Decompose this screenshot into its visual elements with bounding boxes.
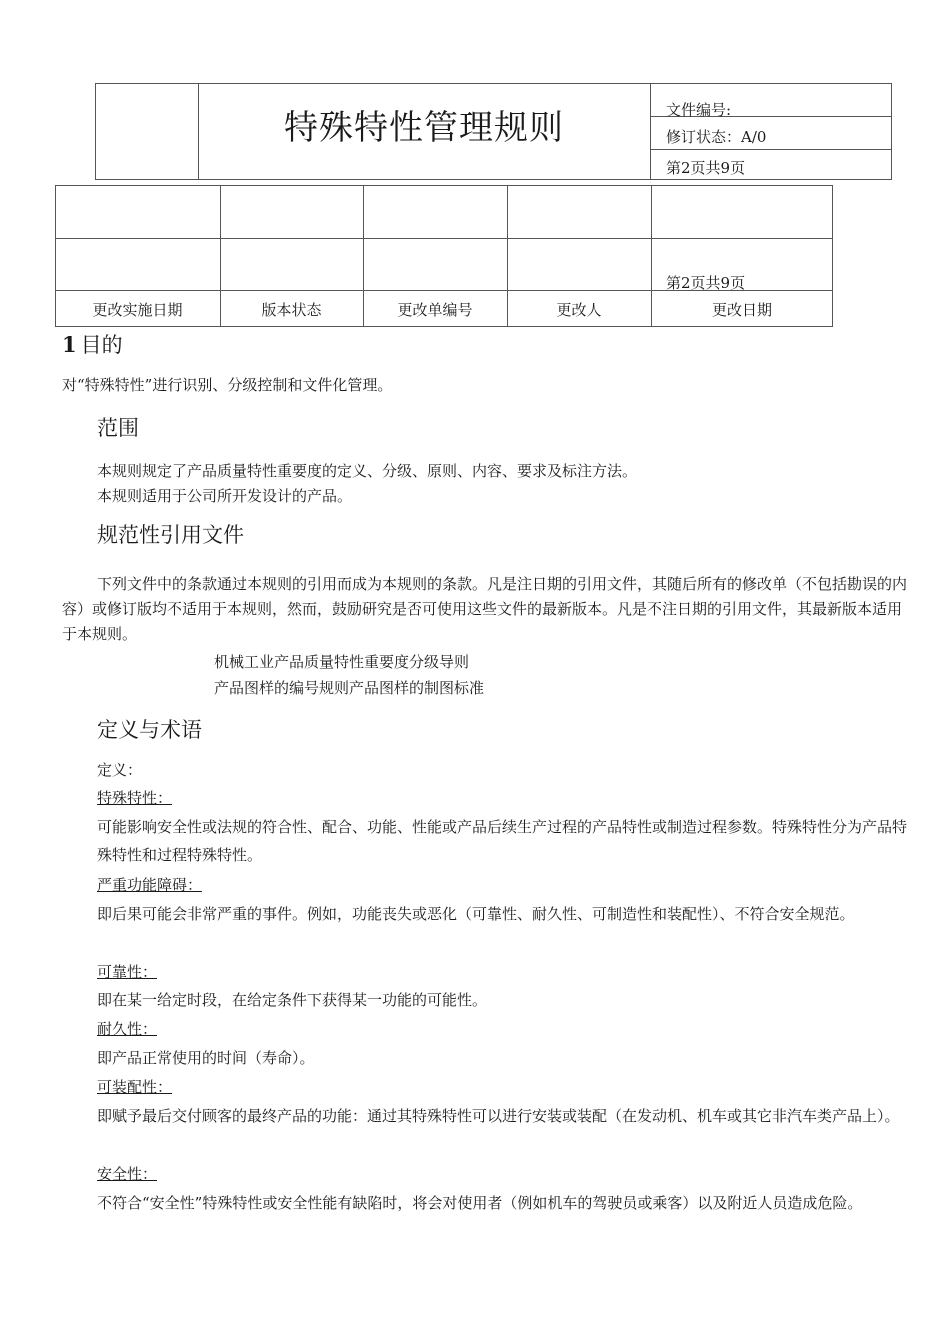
term-severe-malfunction: 严重功能障碍： <box>97 876 203 894</box>
column-header-changed-by: 更改人 <box>556 301 602 319</box>
column-header-change-order-no: 更改单编号 <box>397 301 473 319</box>
header-divider-right <box>650 83 651 180</box>
purpose-text: 对“特殊特性”进行识别、分级控制和文件化管理。 <box>62 376 393 394</box>
column-header-version-status: 版本状态 <box>261 301 322 319</box>
section-title: 目的 <box>80 333 123 357</box>
section-number: 1 <box>62 332 77 357</box>
section-references-heading: 规范性引用文件 <box>97 523 244 547</box>
term-safety: 安全性： <box>97 1165 158 1183</box>
term-assemblability-desc: 即赋予最后交付顾客的最终产品的功能：通过其特殊特性可以进行安装或装配（在发动机、机车或其它非汽车类产品上）。 <box>97 1107 900 1125</box>
scope-line-1: 本规则规定了产品质量特性重要度的定义、分级、原则、内容、要求及标注方法。 <box>97 462 638 480</box>
document-title: 特殊特性管理规则 <box>284 108 564 148</box>
term-durability-desc: 即产品正常使用的时间（寿命）。 <box>97 1049 315 1067</box>
term-reliability: 可靠性： <box>97 963 158 981</box>
term-assemblability: 可装配性： <box>97 1078 173 1096</box>
header-row-line-2 <box>650 149 892 150</box>
page-indicator: 第2页共9页 <box>666 159 746 177</box>
term-special-characteristic: 特殊特性： <box>97 789 173 807</box>
revision-table-page-indicator: 第2页共9页 <box>666 274 746 292</box>
column-header-change-date: 更改日期 <box>711 301 772 319</box>
term-safety-desc: 不符合“安全性”特殊特性或安全性能有缺陷时，将会对使用者（例如机车的驾驶员或乘客）以及附近人员造成危险。 <box>97 1194 863 1212</box>
term-reliability-desc: 即在某一给定时段，在给定条件下获得某一功能的可能性。 <box>97 991 488 1009</box>
section-definitions-heading: 定义与术语 <box>97 718 202 742</box>
section-purpose-heading <box>62 329 123 359</box>
document-number-label: 文件编号: <box>666 101 732 119</box>
references-paragraph: 下列文件中的条款通过本规则的引用而成为本规则的条款。凡是注日期的引用文件，其随后所有的修改单（不包括勘误的内容）或修订版均不适用于本规则，然而，鼓励研究是否可使用这些文件的最新版本。凡是不注日期的引用文件，其最新版本适用于本规则。 <box>62 575 908 643</box>
term-durability: 耐久性： <box>97 1020 158 1038</box>
reference-item-1: 机械工业产品质量特性重要度分级导则 <box>214 653 470 671</box>
term-severe-malfunction-desc: 即后果可能会非常严重的事件。例如，功能丧失或恶化（可靠性、耐久性、可制造性和装配性）、不符合安全规范。 <box>97 905 855 923</box>
column-header-implementation-date: 更改实施日期 <box>92 301 183 319</box>
revision-status: 修订状态：A/0 <box>666 128 767 146</box>
revision-row-line-1 <box>55 238 833 239</box>
reference-item-2: 产品图样的编号规则产品图样的制图标准 <box>214 679 485 697</box>
scope-line-2: 本规则适用于公司所开发设计的产品。 <box>97 487 353 505</box>
section-scope-heading: 范围 <box>97 416 139 440</box>
term-special-characteristic-desc: 可能影响安全性或法规的符合性、配合、功能、性能或产品后续生产过程的产品特性或制造过程参数。特殊特性分为产品特殊特性和过程特殊特性。 <box>97 818 908 864</box>
definitions-intro: 定义： <box>97 761 143 779</box>
